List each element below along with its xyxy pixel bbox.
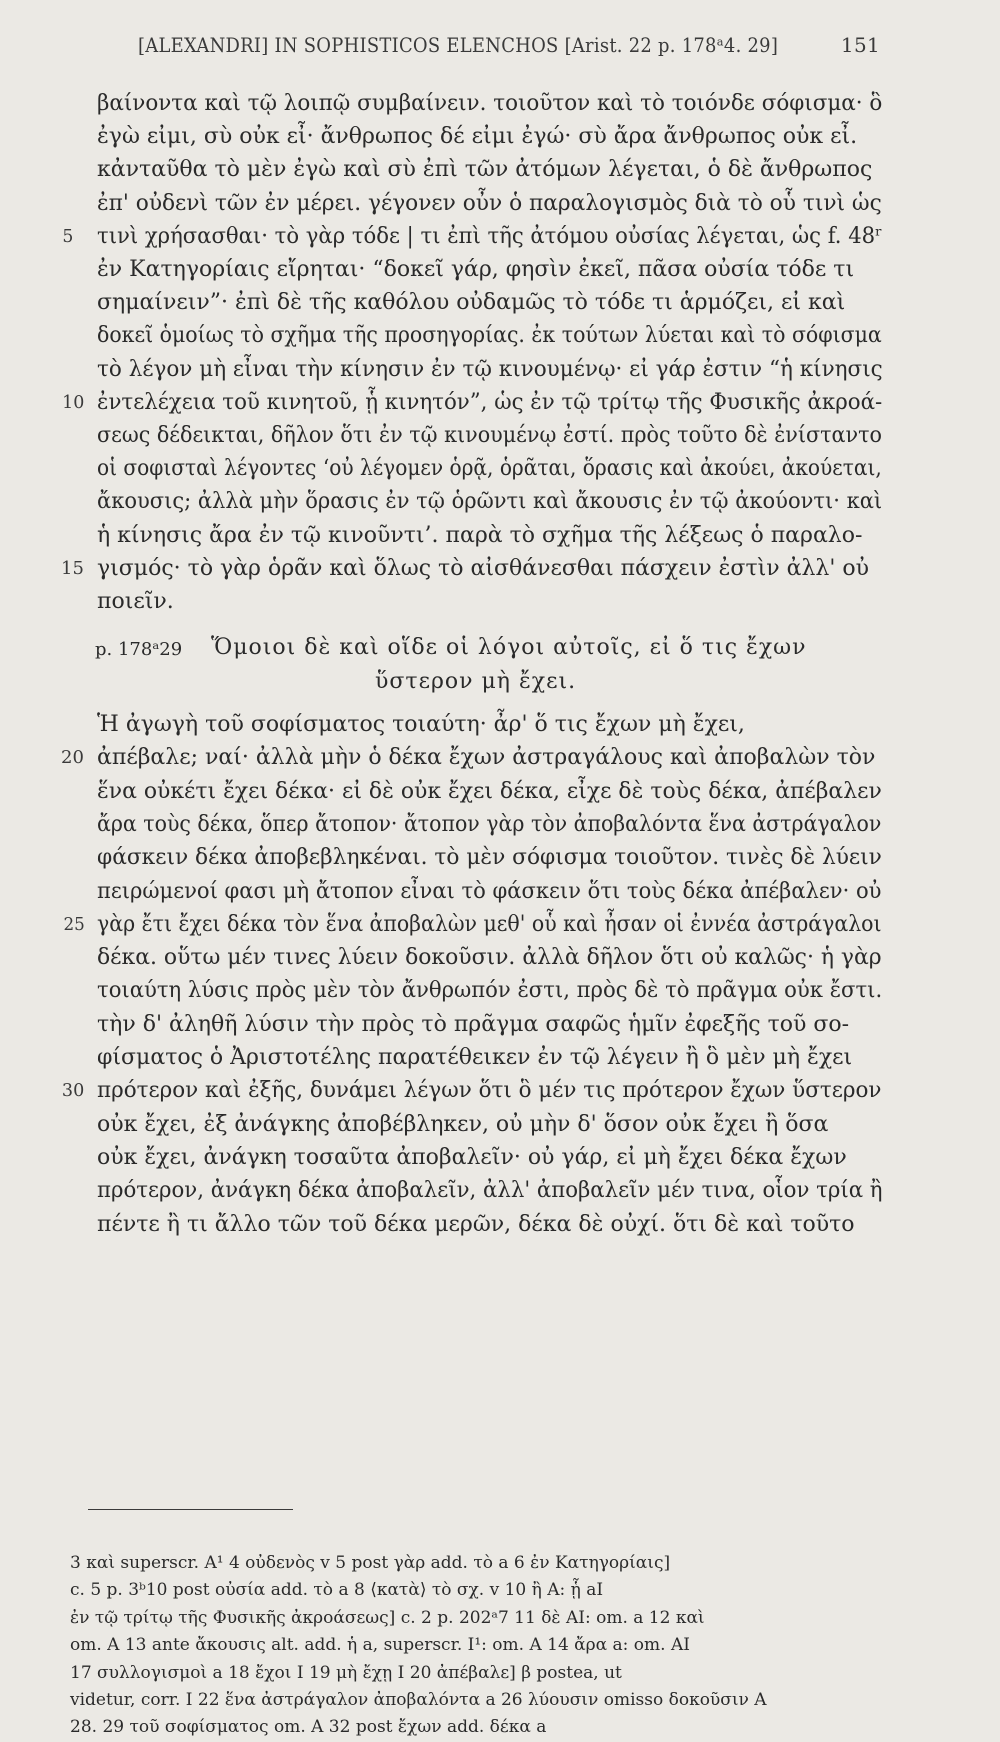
lemma-reference: p. 178ᵃ29	[95, 639, 183, 660]
line-text: τοιαύτη λύσις πρὸς μὲν τὸν ἄνθρωπόν ἐστι, πρὸς δὲ τὸ πρᾶγμα οὐκ ἔστι.	[97, 978, 883, 1004]
line-text: γισμός· τὸ γὰρ ὁρᾶν καὶ ὅλως τὸ αἰσθάνεσθαι πάσχειν ἐστὶν ἀλλ' οὐ	[97, 555, 870, 581]
line-text: ἐγὼ εἰμι, σὺ οὐκ εἶ· ἄνθρωπος δέ εἰμι ἐγώ· σὺ ἄρα ἄνθρωπος οὐκ εἶ.	[97, 124, 858, 150]
line-text: ἐν Κατηγορίαις εἴρηται· “δοκεῖ γάρ, φησὶν ἐκεῖ, πᾶσα οὐσία τόδε τι	[97, 257, 855, 282]
line-text: ποιεῖν.	[97, 589, 174, 614]
line-text: πέντε ἢ τι ἄλλο τῶν τοῦ δέκα μερῶν, δέκα δὲ οὐχί. ὅτι δὲ καὶ τοῦτο	[97, 1211, 855, 1237]
line-text: βαίνοντα καὶ τῷ λοιπῷ συμβαίνειν. τοιοῦτον καὶ τὸ τοιόνδε σόφισμα· ὃ	[97, 91, 883, 116]
apparatus-line: 17 συλλογισμοὶ a 18 ἔχοι I 19 μὴ ἔχῃ I 20 ἀπέβαλε] β postea, ut	[70, 1662, 622, 1683]
text-line	[61, 1072, 882, 1110]
line-number: 25	[63, 913, 85, 935]
line-text: πρότερον, ἀνάγκη δέκα ἀποβαλεῖν, ἀλλ' ἀποβαλεῖν μέν τινα, οἷον τρία ἢ	[97, 1178, 883, 1204]
text-line	[97, 1172, 883, 1210]
line-text: σεως δέδεικται, δῆλον ὅτι ἐν τῷ κινουμένῳ ἐστί. πρὸς τοῦτο δὲ ἐνίσταντο	[97, 423, 882, 448]
line-text: Ἡ ἀγωγὴ τοῦ σοφίσματος τοιαύτη· ἆρ' ὅ τις ἔχων μὴ ἔχει,	[97, 712, 745, 737]
text-line	[97, 1006, 849, 1044]
line-text: φίσματος ὁ Ἀριστοτέλης παρατέθεικεν ἐν τῷ λέγειν ἢ ὃ μὲν μὴ ἔχει	[97, 1045, 853, 1070]
text-line	[97, 972, 882, 1010]
line-text: φάσκειν δέκα ἀποβεβληκέναι. τὸ μὲν σόφισμα τοιοῦτον. τινὲς δὲ λύειν	[97, 845, 882, 871]
apparatus-line: 3 καὶ superscr. A¹ 4 οὐδενὸς v 5 post γὰρ add. τὸ a 6 ἐν Κατηγορίαις]	[70, 1553, 671, 1573]
running-title: [ALEXANDRI] IN SOPHISTICOS ELENCHOS [Arist. 22 p. 178ᵃ4. 29]	[138, 33, 779, 57]
line-text: οἱ σοφισταὶ λέγοντες ‘οὐ λέγομεν ὁρᾷ, ὁρᾶται, ὅρασις καὶ ἀκούει, ἀκούεται,	[97, 456, 882, 482]
line-text: ἀπέβαλε; ναί· ἀλλὰ μὴν ὁ δέκα ἔχων ἀστραγάλους καὶ ἀποβαλὼν τὸν	[97, 745, 876, 771]
line-text: ἄκουσις; ἀλλὰ μὴν ὅρασις ἐν τῷ ὁρῶντι καὶ ἄκουσις ἐν τῷ ἀκούοντι· καὶ	[97, 489, 883, 515]
lemma-line-1: Ὅμοιοι δὲ καὶ οἵδε οἱ λόγοι αὐτοῖς, εἰ ὅ τις ἔχων	[211, 635, 807, 660]
line-number: 20	[61, 747, 84, 769]
text-line	[61, 739, 876, 777]
line-text: τὸ λέγον μὴ εἶναι τὴν κίνησιν ἐν τῷ κινουμένῳ· εἰ γάρ ἐστιν “ἡ κίνησις	[97, 356, 883, 382]
line-text: ἐντελέχεια τοῦ κινητοῦ, ᾗ κινητόν”, ὡς ἐν τῷ τρίτῳ τῆς Φυσικῆς ἀκροά-	[97, 389, 883, 415]
line-text: κἀνταῦθα τὸ μὲν ἐγὼ καὶ σὺ ἐπὶ τῶν ἀτόμων λέγεται, ὁ δὲ ἄνθρωπος	[97, 157, 873, 183]
footnote-rule	[88, 1509, 293, 1510]
apparatus-line: ἐν τῷ τρίτῳ τῆς Φυσικῆς ἀκροάσεως] c. 2 p. 202ᵃ7 11 δὲ AI: om. a 12 καὶ	[70, 1607, 705, 1628]
line-text: ἡ κίνησις ἄρα ἐν τῷ κινοῦντι’. παρὰ τὸ σχῆμα τῆς λέξεως ὁ παραλο-	[97, 522, 863, 548]
text-line	[97, 939, 882, 977]
apparatus-line: om. A 13 ante ἄκουσις alt. add. ἡ a, superscr. I¹: om. A 14 ἄρα a: om. AI	[70, 1635, 690, 1656]
text-line	[97, 1106, 828, 1144]
line-text: τὴν δ' ἀληθῆ λύσιν τὴν πρὸς τὸ πρᾶγμα σαφῶς ἡμῖν ἐφεξῆς τοῦ σο-	[97, 1011, 850, 1037]
text-line	[61, 550, 870, 588]
text-line	[97, 873, 881, 911]
lemma-line-2: ὕστερον μὴ ἔχει.	[375, 669, 577, 694]
apparatus-line: 28. 29 τοῦ σοφίσματος om. A 32 post ἔχων add. δέκα a	[70, 1717, 547, 1738]
line-text: οὐκ ἔχει, ἀνάγκη τοσαῦτα ἀποβαλεῖν· οὐ γάρ, εἰ μὴ ἔχει δέκα ἔχων	[97, 1144, 847, 1170]
line-text: ἕνα οὐκέτι ἔχει δέκα· εἰ δὲ οὐκ ἔχει δέκα, εἶχε δὲ τοὺς δέκα, ἀπέβαλεν	[97, 778, 882, 804]
line-text: ἐπ' οὐδενὶ τῶν ἐν μέρει. γέγονεν οὖν ὁ παραλογισμὸς διὰ τὸ οὗ τινὶ ὡς	[97, 190, 882, 216]
text-line	[97, 839, 882, 877]
line-number: 10	[62, 391, 85, 413]
line-text: δοκεῖ ὁμοίως τὸ σχῆμα τῆς προσηγορίας. ἐκ τούτων λύεται καὶ τὸ σόφισμα	[97, 323, 882, 349]
line-number: 5	[62, 225, 74, 247]
text-line	[97, 773, 882, 811]
line-text: οὐκ ἔχει, ἐξ ἀνάγκης ἀποβέβληκεν, οὐ μὴν δ' ὅσον οὐκ ἔχει ἢ ὅσα	[97, 1111, 829, 1137]
apparatus-line: videtur, corr. I 22 ἕνα ἀστράγαλον ἀποβαλόντα a 26 λύουσιν omisso δοκοῦσιν A	[70, 1690, 767, 1710]
page-header	[138, 33, 880, 69]
apparatus-line: c. 5 p. 3ᵇ10 post οὐσία add. τὸ a 8 ⟨κατὰ⟩ τὸ σχ. v 10 ἢ A: ᾗ aI	[70, 1580, 604, 1601]
page-number: 151	[840, 33, 880, 57]
text-line	[97, 706, 745, 744]
line-text: πρότερον καὶ ἐξῆς, δυνάμει λέγων ὅτι ὃ μέν τις πρότερον ἔχων ὕστερον	[97, 1078, 882, 1104]
text-line	[63, 906, 882, 944]
line-text: τινὶ χρήσασθαι· τὸ γὰρ τόδε | τι ἐπὶ τῆς ἀτόμου οὐσίας λέγεται, ὡς f. 48ʳ	[97, 223, 883, 249]
line-number: 15	[61, 557, 84, 579]
line-text: δέκα. οὕτω μέν τινες λύειν δοκοῦσιν. ἀλλὰ δῆλον ὅτι οὐ καλῶς· ἡ γὰρ	[97, 945, 882, 971]
text-line	[97, 583, 174, 621]
text-line	[97, 806, 881, 844]
text-line	[97, 1206, 855, 1244]
line-number: 30	[61, 1080, 85, 1102]
line-text: πειρώμενοί φασι μὴ ἄτοπον εἶναι τὸ φάσκειν ὅτι τοὺς δέκα ἀπέβαλεν· οὐ	[97, 878, 882, 904]
line-text: ἄρα τοὺς δέκα, ὅπερ ἄτοπον· ἄτοπον γὰρ τὸν ἀποβαλόντα ἕνα ἀστράγαλον	[97, 811, 882, 837]
line-text: σημαίνειν”· ἐπὶ δὲ τῆς καθόλου οὐδαμῶς τὸ τόδε τι ἁρμόζει, εἰ καὶ	[97, 290, 846, 316]
text-line	[97, 1139, 847, 1177]
line-text: γὰρ ἔτι ἔχει δέκα τὸν ἕνα ἀποβαλὼν μεθ' οὗ καὶ ἦσαν οἱ ἐννέα ἀστράγαλοι	[97, 911, 882, 937]
text-line	[97, 1039, 852, 1077]
